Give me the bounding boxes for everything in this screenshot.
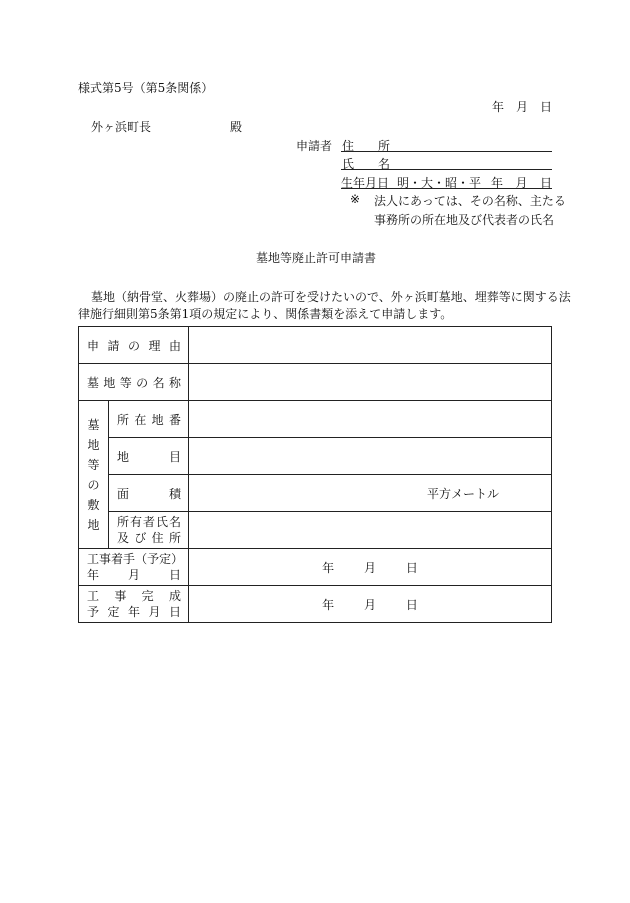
start-label-line-2: 年 月 日	[87, 568, 182, 582]
complete-label-line-1: 工 事 完 成	[87, 589, 181, 603]
land-category-label: 地 目	[117, 449, 182, 464]
cemetery-name-field[interactable]	[189, 364, 552, 401]
name-underline	[341, 169, 552, 170]
start-day-label: 日	[405, 560, 418, 575]
location-label: 所 在 地 番	[117, 412, 181, 427]
complete-label-cell	[79, 586, 189, 623]
reason-field[interactable]	[189, 327, 552, 364]
complete-month-label: 月	[364, 597, 377, 612]
complete-label-line-2: 予 定 年 月 日	[87, 605, 182, 619]
birth-year-label: 年	[491, 176, 504, 190]
document-title: 墓地等廃止許可申請書	[256, 251, 377, 265]
birth-label: 生年月日	[341, 176, 390, 190]
area-label: 面 積	[117, 486, 182, 501]
date-line	[492, 98, 552, 115]
body-line-1: 墓地（納骨堂、火葬場）の廃止の許可を受けたいので、外ヶ浜町墓地、埋葬等に関する法	[91, 290, 571, 304]
note-line-1: 法人にあっては、その名称、主たる	[374, 194, 566, 208]
note-mark: ※	[350, 192, 361, 206]
table-row	[79, 512, 552, 549]
name-label: 氏 名	[342, 157, 391, 171]
area-label-cell	[109, 475, 189, 512]
start-date-field[interactable]	[189, 549, 552, 586]
reason-label: 申 請 の 理 由	[87, 338, 182, 353]
start-month-label: 月	[364, 560, 377, 575]
location-label-cell	[109, 401, 189, 438]
form-number: 様式第5号（第5条関係）	[78, 81, 214, 95]
birth-underline	[341, 188, 552, 189]
owner-label-cell	[109, 512, 189, 549]
complete-year-label: 年	[322, 597, 335, 612]
table-row	[79, 327, 552, 364]
table-row	[79, 549, 552, 586]
table-row	[79, 401, 552, 438]
table-row	[79, 475, 552, 512]
application-table	[78, 326, 552, 623]
birth-day-label: 日	[539, 176, 552, 190]
start-label-line-1: 工 事 着 手 （ 予 定 ）	[87, 552, 184, 566]
start-label-cell	[79, 549, 189, 586]
land-category-field[interactable]	[189, 438, 552, 475]
cemetery-name-label: 墓 地 等 の 名 称	[87, 375, 181, 390]
start-year-label: 年	[322, 560, 335, 575]
birth-month-label: 月	[515, 176, 528, 190]
table-row	[79, 438, 552, 475]
owner-label-line-2: 及 び 住 所	[117, 531, 181, 545]
date-year-label: 年	[492, 100, 505, 114]
site-group-label: 墓 地 等 の 敷 地	[79, 401, 109, 549]
address-underline	[341, 151, 552, 152]
note-line-2: 事務所の所在地及び代表者の氏名	[374, 213, 555, 227]
owner-field[interactable]	[189, 512, 552, 549]
area-field[interactable]	[189, 475, 552, 512]
date-month-label: 月	[515, 100, 528, 114]
table-row	[79, 586, 552, 623]
addressee: 外ヶ浜町長	[91, 120, 152, 134]
honorific: 殿	[230, 120, 243, 134]
name-label-cell	[79, 364, 189, 401]
table-row	[79, 364, 552, 401]
complete-day-label: 日	[405, 597, 418, 612]
body-line-2: 律施行細則第5条第1項の規定により、関係書類を添えて申請します。	[78, 307, 453, 321]
era-options: 明・大・昭・平	[397, 176, 482, 190]
area-unit: 平方メートル	[426, 486, 499, 501]
complete-date-field[interactable]	[189, 586, 552, 623]
owner-label-line-1: 所 有 者 氏 名	[117, 515, 182, 529]
applicant-label: 申請者	[296, 139, 333, 153]
location-field[interactable]	[189, 401, 552, 438]
land-category-label-cell	[109, 438, 189, 475]
address-label: 住 所	[342, 139, 391, 153]
date-day-label: 日	[539, 100, 552, 114]
reason-label-cell	[79, 327, 189, 364]
